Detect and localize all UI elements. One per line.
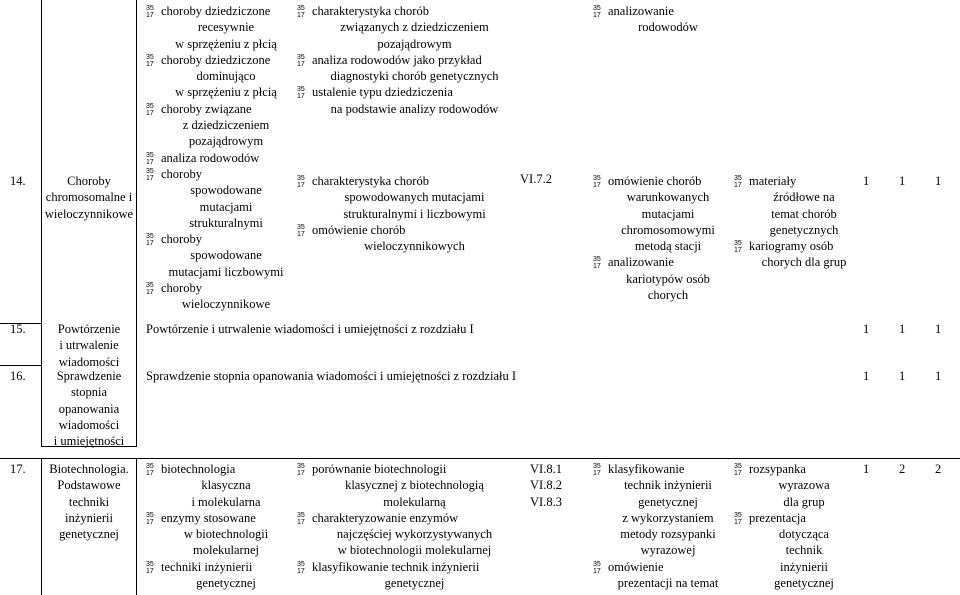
bullet-item bbox=[297, 222, 517, 255]
bullet-marker-icon: 35 17 bbox=[146, 102, 154, 117]
bullet-text-line: pozajądrowym bbox=[188, 134, 264, 149]
bullet-text-line: genetycznych bbox=[769, 222, 839, 237]
bullet-text-line: warunkowanych bbox=[626, 190, 710, 205]
row16-topic: Sprawdzenie stopnia opanowania wiadomości i umiejętności bbox=[53, 369, 125, 449]
bullet-text-line: źródłowe na bbox=[773, 190, 835, 205]
bullet-text-line: strukturalnymi bbox=[189, 215, 263, 230]
bullet-item bbox=[593, 559, 728, 592]
row14-number: 14. bbox=[10, 174, 26, 188]
bullet-item bbox=[734, 238, 859, 271]
bullet-item bbox=[593, 461, 728, 559]
bullet-text-line: diagnostyki chorób genetycznych bbox=[330, 69, 499, 84]
bullet-text-line: dotycząca bbox=[779, 527, 829, 542]
bullet-text-line: w sprzężeniu z płcią bbox=[175, 36, 277, 51]
bullet-item bbox=[297, 173, 517, 222]
bullet-item bbox=[593, 254, 728, 303]
bullet-item bbox=[146, 559, 291, 592]
row17-requirements-list bbox=[297, 461, 517, 591]
bullet-text-line: strukturalnymi i liczbowymi bbox=[343, 206, 486, 221]
bullet-item bbox=[146, 461, 291, 510]
bullet-text-line: klasyczna bbox=[201, 478, 251, 493]
row15-hours-3: 1 bbox=[935, 322, 942, 336]
bullet-text-line: klasycznej z biotechnologią bbox=[345, 478, 484, 493]
bullet-text-line: genetycznej bbox=[196, 576, 256, 591]
bullet-marker-icon: 35 17 bbox=[734, 240, 742, 255]
row14-hours-1: 1 bbox=[863, 174, 870, 188]
bullet-item bbox=[593, 173, 728, 254]
bullet-text-line: w biotechnologii molekularnej bbox=[337, 543, 492, 558]
bullet-marker-icon: 35 17 bbox=[146, 511, 154, 526]
bullet-text-line: wyrazowej bbox=[640, 543, 696, 558]
row17-curriculum-codes: VI.8.1 VI.8.2 VI.8.3 bbox=[530, 462, 562, 509]
bullet-text-line: analizowanie bbox=[608, 4, 674, 18]
bullet-text-line: prezentacja bbox=[749, 510, 806, 525]
bullet-marker-icon: 35 17 bbox=[146, 167, 154, 182]
bullet-text-line: związanych z dziedziczeniem bbox=[340, 20, 489, 35]
bullet-text-line: w sprzężeniu z płcią bbox=[175, 85, 277, 100]
bullet-text-line: analiza rodowodów bbox=[161, 150, 260, 165]
bullet-item bbox=[593, 3, 728, 36]
row14-methods-list-a bbox=[593, 3, 728, 36]
bullet-text-line: chromosomowymi bbox=[621, 222, 715, 237]
bullet-text-line: inżynierii bbox=[780, 559, 828, 574]
bullet-item bbox=[734, 461, 859, 510]
bullet-marker-icon: 35 17 bbox=[297, 5, 305, 19]
bullet-text-line: choroby bbox=[161, 281, 202, 296]
bullet-text-line: materiały bbox=[749, 174, 797, 188]
bullet-marker-icon: 35 17 bbox=[146, 560, 154, 575]
bullet-marker-icon: 35 17 bbox=[593, 463, 601, 477]
bullet-item bbox=[297, 3, 517, 52]
bullet-text-line: dominująco bbox=[196, 69, 256, 84]
bullet-item bbox=[146, 150, 291, 166]
bullet-text-line: molekularną bbox=[383, 494, 446, 509]
bullet-text-line: metodą stacji bbox=[634, 239, 702, 254]
bullet-text-line: kariotypów osób bbox=[626, 271, 710, 286]
bullet-text-line: metody rozsypanki bbox=[620, 527, 716, 542]
row14-requirements-list-a bbox=[297, 3, 517, 117]
row15-hours-1: 1 bbox=[863, 322, 870, 336]
row15-hours-2: 1 bbox=[899, 322, 906, 336]
bullet-item bbox=[297, 510, 517, 559]
column-divider-topic-17 bbox=[136, 458, 137, 595]
bullet-text-line: charakterystyka chorób bbox=[312, 4, 429, 18]
bullet-text-line: genetycznej bbox=[774, 576, 834, 591]
bullet-text-line: charakterystyka chorób bbox=[312, 174, 429, 188]
bullet-item bbox=[146, 52, 291, 101]
bullet-text-line: choroby bbox=[161, 232, 202, 247]
bullet-item bbox=[146, 101, 291, 150]
row-divider-16 bbox=[0, 365, 41, 366]
bullet-marker-icon: 35 17 bbox=[146, 463, 154, 477]
bullet-text-line: wyrazowa bbox=[778, 478, 830, 493]
bullet-marker-icon: 35 17 bbox=[297, 175, 305, 189]
bullet-item bbox=[734, 510, 859, 591]
bullet-text-line: recesywnie bbox=[197, 20, 255, 35]
bullet-marker-icon: 35 17 bbox=[593, 5, 601, 19]
row17-methods-list bbox=[593, 461, 728, 591]
row17-hours-2: 2 bbox=[899, 462, 906, 476]
bullet-text-line: prezentacji na temat bbox=[617, 576, 719, 591]
row14-topic: Choroby chromosomalne i wieloczynnikowe bbox=[44, 174, 134, 221]
bullet-marker-icon: 35 17 bbox=[297, 223, 305, 238]
row16-span-text: Sprawdzenie stopnia opanowania wiadomości i umiejętności z rozdziału I bbox=[146, 369, 517, 383]
row14-hours-3: 1 bbox=[935, 174, 942, 188]
bullet-text-line: chorych dla grup bbox=[761, 255, 847, 270]
bullet-marker-icon: 35 17 bbox=[146, 53, 154, 68]
bullet-item bbox=[146, 231, 291, 280]
column-divider-topic bbox=[136, 0, 137, 323]
bullet-marker-icon: 35 17 bbox=[297, 511, 305, 526]
bullet-text-line: choroby dziedziczone bbox=[161, 4, 271, 18]
bullet-text-line: porównanie biotechnologii bbox=[312, 462, 447, 476]
bullet-marker-icon: 35 17 bbox=[734, 463, 742, 477]
bullet-text-line: rozsypanka bbox=[749, 462, 806, 476]
bullet-item bbox=[297, 559, 517, 592]
bullet-item bbox=[146, 280, 291, 313]
bullet-text-line: na podstawie analizy rodowodów bbox=[330, 101, 499, 116]
bullet-text-line: enzymy stosowane bbox=[161, 510, 256, 525]
bullet-text-line: z dziedziczeniem bbox=[182, 118, 270, 133]
row14-hours-2: 1 bbox=[899, 174, 906, 188]
bullet-text-line: kariogramy osób bbox=[749, 239, 834, 254]
bullet-marker-icon: 35 17 bbox=[297, 86, 305, 101]
bullet-item bbox=[734, 173, 859, 238]
row17-materials-list bbox=[734, 461, 859, 591]
row16-hours-2: 1 bbox=[899, 369, 906, 383]
bullet-text-line: genetycznej bbox=[384, 576, 445, 591]
bullet-text-line: chorych bbox=[647, 288, 689, 303]
bullet-text-line: wieloczynnikowe bbox=[181, 297, 271, 312]
bullet-text-line: wieloczynnikowych bbox=[364, 239, 465, 254]
bullet-text-line: molekularnej bbox=[193, 543, 259, 558]
row14-requirements-list-b bbox=[297, 173, 517, 254]
bullet-text-line: omówienie bbox=[608, 559, 664, 574]
bullet-marker-icon: 35 17 bbox=[297, 53, 305, 68]
bullet-marker-icon: 35 17 bbox=[297, 463, 305, 477]
bullet-text-line: w biotechnologii bbox=[183, 527, 269, 542]
bullet-text-line: spowodowane bbox=[190, 183, 262, 198]
row17-number: 17. bbox=[10, 462, 26, 476]
bullet-text-line: najczęściej wykorzystywanych bbox=[336, 527, 493, 542]
bullet-text-line: klasyfikowanie bbox=[608, 462, 685, 476]
bullet-text-line: rodowodów bbox=[638, 20, 698, 35]
bullet-text-line: i molekularna bbox=[191, 494, 261, 509]
bullet-marker-icon: 35 17 bbox=[593, 175, 601, 189]
bullet-text-line: mutacjami bbox=[641, 206, 695, 221]
bullet-text-line: omówienie chorób bbox=[312, 222, 406, 237]
bullet-text-line: omówienie chorób bbox=[608, 174, 702, 188]
row17-topic: Biotechnologia. Podstawowe techniki inżynierii genetycznej bbox=[49, 462, 129, 542]
row15-number: 15. bbox=[10, 322, 26, 336]
bullet-text-line: spowodowanych mutacjami bbox=[344, 190, 485, 205]
bullet-text-line: analizowanie bbox=[608, 255, 674, 270]
bullet-text-line: mutacjami liczbowymi bbox=[168, 264, 284, 279]
row16-number: 16. bbox=[10, 369, 26, 383]
row14-content-list bbox=[146, 3, 291, 313]
bullet-text-line: pozajądrowym bbox=[377, 36, 452, 51]
bullet-text-line: dla grup bbox=[783, 494, 825, 509]
bullet-marker-icon: 35 17 bbox=[146, 151, 154, 166]
bullet-text-line: technik inżynierii bbox=[624, 478, 712, 493]
bullet-text-line: z wykorzystaniem bbox=[622, 510, 714, 525]
row-divider-17 bbox=[0, 458, 960, 459]
row15-span-text: Powtórzenie i utrwalenie wiadomości i umiejętności z rozdziału I bbox=[146, 322, 474, 336]
bullet-item bbox=[297, 84, 517, 117]
row16-hours-3: 1 bbox=[935, 369, 942, 383]
bullet-text-line: charakteryzowanie enzymów bbox=[312, 510, 459, 525]
bullet-text-line: technik bbox=[785, 543, 823, 558]
bullet-text-line: analiza rodowodów jako przykład bbox=[312, 52, 482, 67]
bullet-marker-icon: 35 17 bbox=[146, 282, 154, 297]
bullet-text-line: genetycznej bbox=[638, 494, 698, 509]
bullet-item bbox=[146, 510, 291, 559]
bullet-text-line: choroby związane bbox=[161, 101, 252, 116]
bullet-item bbox=[146, 3, 291, 52]
bullet-marker-icon: 35 17 bbox=[593, 256, 601, 271]
column-divider-topic-15-16 bbox=[136, 323, 137, 446]
bullet-text-line: ustalenie typu dziedziczenia bbox=[312, 85, 453, 100]
row14-materials-list bbox=[734, 173, 859, 271]
bullet-text-line: choroby dziedziczone bbox=[161, 52, 271, 67]
row17-content-list bbox=[146, 461, 291, 591]
bullet-marker-icon: 35 17 bbox=[146, 5, 154, 19]
bullet-text-line: spowodowane bbox=[190, 248, 262, 263]
bullet-marker-icon: 35 17 bbox=[734, 175, 742, 189]
row14-curriculum-code: VI.7.2 bbox=[520, 172, 552, 186]
bullet-item bbox=[146, 166, 291, 231]
row15-topic: Powtórzenie i utrwalenie wiadomości bbox=[57, 322, 121, 369]
bullet-text-line: temat chorób bbox=[771, 206, 837, 221]
row14-methods-list-b bbox=[593, 173, 728, 303]
bullet-item bbox=[297, 461, 517, 510]
row16-hours-1: 1 bbox=[863, 369, 870, 383]
bullet-text-line: choroby bbox=[161, 166, 202, 181]
bullet-item bbox=[297, 52, 517, 85]
bullet-marker-icon: 35 17 bbox=[146, 233, 154, 248]
row17-hours-1: 1 bbox=[863, 462, 870, 476]
bullet-text-line: mutacjami bbox=[199, 199, 253, 214]
bullet-marker-icon: 35 17 bbox=[297, 560, 305, 575]
bullet-marker-icon: 35 17 bbox=[734, 511, 742, 526]
bullet-marker-icon: 35 17 bbox=[593, 560, 601, 575]
bullet-text-line: klasyfikowanie technik inżynierii bbox=[312, 559, 480, 574]
bullet-text-line: techniki inżynierii bbox=[161, 559, 253, 574]
row17-hours-3: 2 bbox=[935, 462, 942, 476]
bullet-text-line: biotechnologia bbox=[161, 462, 236, 476]
